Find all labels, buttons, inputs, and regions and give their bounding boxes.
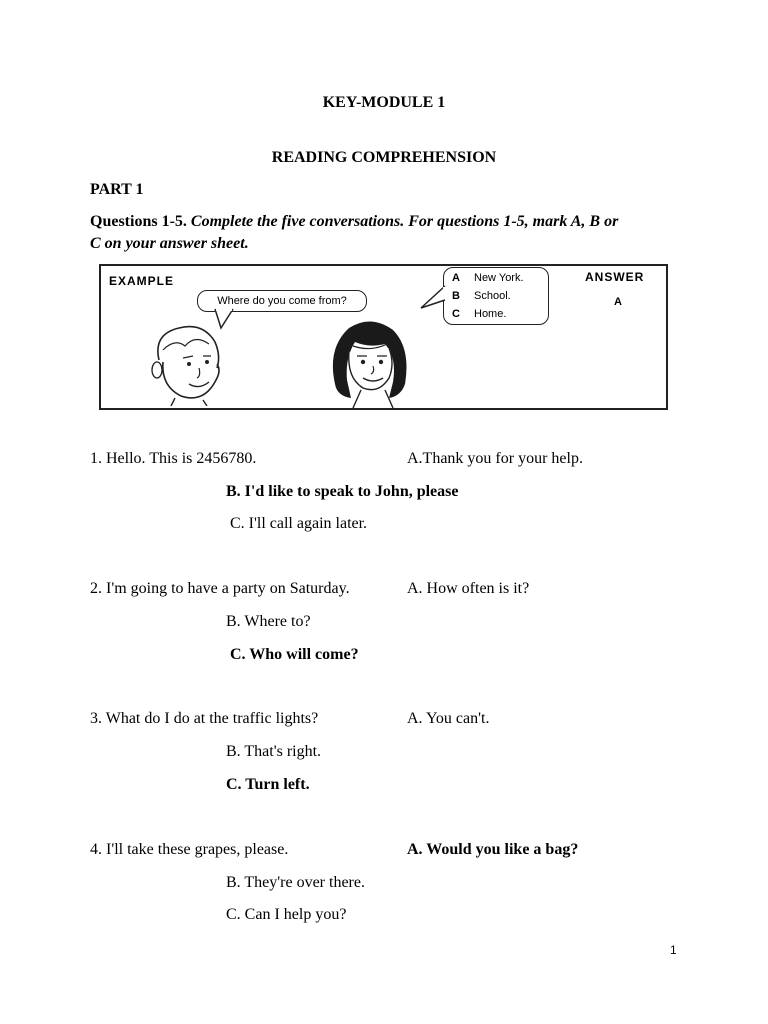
question-4-option-a-answer: A. Would you like a bag? (407, 841, 579, 858)
example-options-bubble (443, 267, 549, 325)
example-illustration (99, 264, 668, 410)
example-option: A New York. (452, 272, 524, 284)
example-label: EXAMPLE (109, 274, 175, 288)
question-1-prompt: 1. Hello. This is 2456780. (90, 450, 257, 467)
question-4-option-b: B. They're over there. (226, 874, 365, 891)
answer-label: ANSWER (585, 270, 645, 284)
question-3-prompt: 3. What do I do at the traffic lights? (90, 710, 319, 727)
question-2-prompt: 2. I'm going to have a party on Saturday. (90, 580, 350, 597)
question-2-option-a: A. How often is it? (407, 580, 530, 597)
instructions-text: Complete the five conversations. For questions 1-5, mark A, B or (186, 213, 619, 230)
example-option: C Home. (452, 308, 507, 320)
question-4-option-c: C. Can I help you? (226, 906, 347, 923)
part-title: PART 1 (90, 181, 144, 198)
module-title: KEY-MODULE 1 (322, 94, 446, 111)
girl-illustration-icon (323, 318, 415, 408)
question-4-prompt: 4. I'll take these grapes, please. (90, 841, 289, 858)
question-2-option-c-answer: C. Who will come? (230, 646, 359, 663)
question-1-option-b-answer: B. I'd like to speak to John, please (226, 483, 459, 500)
page-number: 1 (670, 943, 677, 957)
boy-illustration-icon (145, 320, 235, 406)
example-question: Where do you come from? (217, 295, 347, 307)
question-1-option-a: A.Thank you for your help. (407, 450, 583, 467)
question-3-option-a: A. You can't. (407, 710, 490, 727)
section-title: READING COMPREHENSION (271, 149, 497, 166)
instructions-line-2: C on your answer sheet. (90, 235, 249, 252)
instructions-lead: Questions 1-5. (90, 213, 187, 230)
options-bubble-tail-icon (419, 282, 447, 312)
question-2-option-b: B. Where to? (226, 613, 311, 630)
question-1-option-c: C. I'll call again later. (230, 515, 368, 532)
question-3-option-c-answer: C. Turn left. (226, 776, 310, 793)
question-3-option-b: B. That's right. (226, 743, 322, 760)
answer-value: A (614, 296, 623, 308)
example-option: B School. (452, 290, 511, 302)
instructions-line-1 (90, 213, 618, 231)
